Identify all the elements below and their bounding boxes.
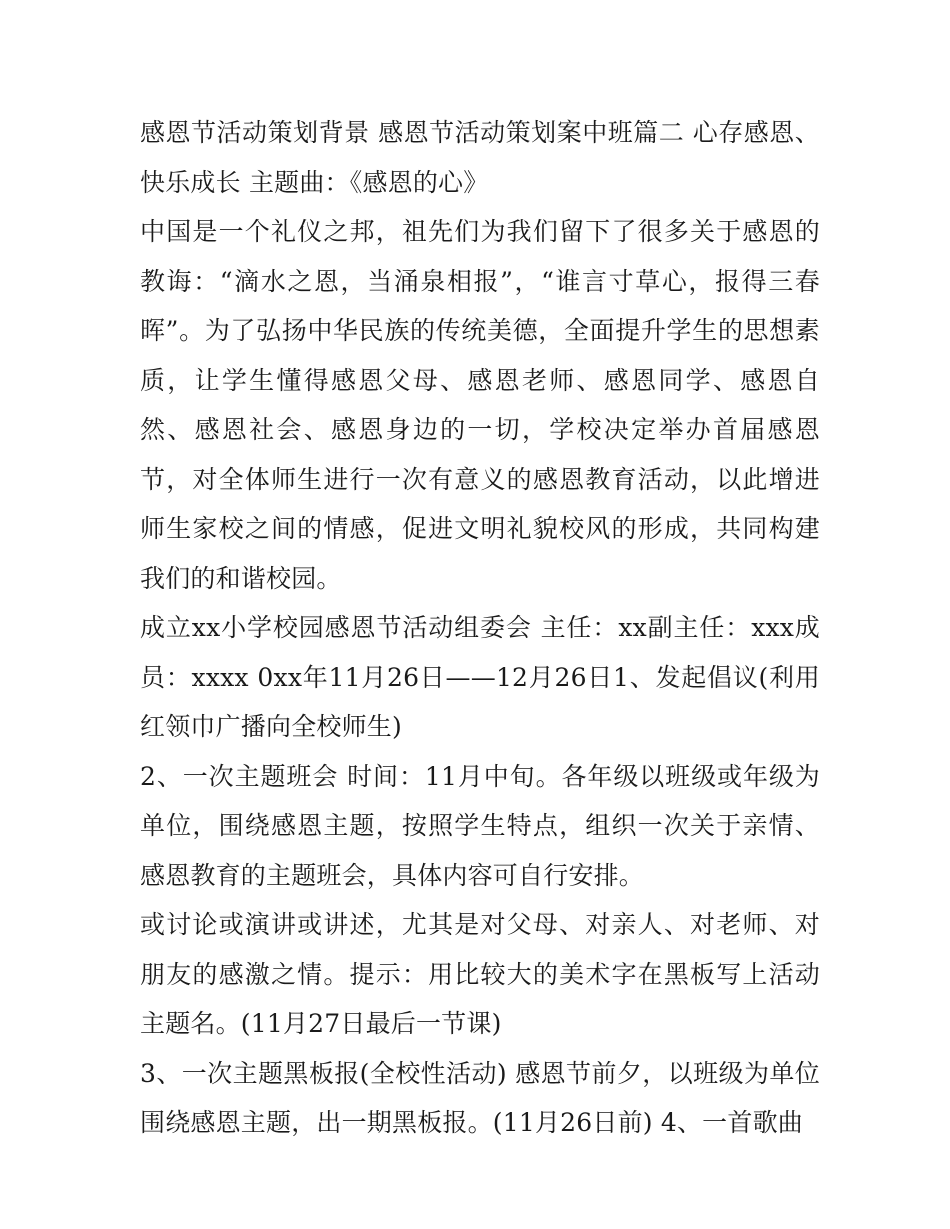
paragraph-background: 中国是一个礼仪之邦，祖先们为我们留下了很多关于感恩的教诲：“滴水之恩，当涌泉相报”，“谁言寸草心，报得三春晖”。为了弘扬中华民族的传统美德，全面提升学生的思想素质，让学生懂得感恩父母、感恩老师、感恩同学、感恩自然、感恩社会、感恩身边的一切，学校决定举办首届感恩节，对全体师生进行一次有意义的感恩教育活动，以此增进师生家校之间的情感，促进文明礼貌校风的形成，共同构建我们的和谐校园。 xyxy=(140,217,820,593)
paragraph-blackboard: 3、一次主题黑板报(全校性活动) 感恩节前夕，以班级为单位围绕感恩主题，出一期黑板报。(11月26日前) 4、一首歌曲 xyxy=(140,1058,820,1137)
paragraph-committee: 成立xx小学校园感恩节活动组委会 主任：xx副主任：xxx成员：xxxx 0xx年11月26日——12月26日1、发起倡议(利用红领巾广播向全校师生) xyxy=(140,613,820,741)
document-page xyxy=(140,108,820,1148)
paragraph-discussion: 或讨论或演讲或讲述，尤其是对父母、对亲人、对老师、对朋友的感激之情。提示：用比较大的美术字在黑板写上活动主题名。(11月27日最后一节课) xyxy=(140,910,820,1038)
paragraph-class-meeting: 2、一次主题班会 时间：11月中旬。各年级以班级或年级为单位，围绕感恩主题，按照学生特点，组织一次关于亲情、感恩教育的主题班会，具体内容可自行安排。 xyxy=(140,761,820,890)
paragraph-title: 感恩节活动策划背景 感恩节活动策划案中班篇二 心存感恩、快乐成长 主题曲：《感恩的心》 xyxy=(140,118,820,197)
